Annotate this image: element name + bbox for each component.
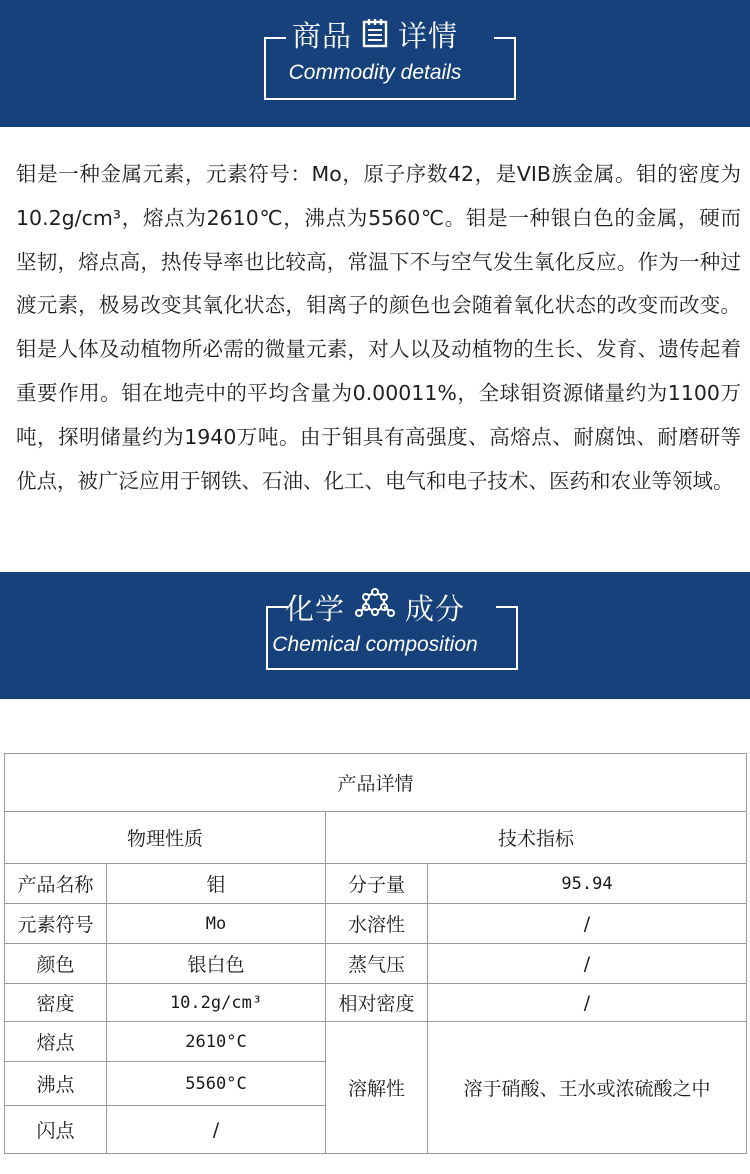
row-label: 熔点 [5,1022,107,1062]
section-subtitle: Chemical composition [272,633,478,656]
row-value: 95.94 [428,864,747,904]
row-value: Mo [107,904,326,944]
row-label: 蒸气压 [326,944,428,984]
row-value: / [428,944,747,984]
molecule-icon [355,588,395,634]
row-label: 相对密度 [326,984,428,1022]
table-row [5,984,747,1022]
row-label: 分子量 [326,864,428,904]
row-value: / [428,984,747,1022]
row-value: 溶于硝酸、王水或浓硫酸之中 [428,1022,747,1154]
table-header-technical: 技术指标 [326,812,747,864]
notepad-icon [362,18,388,58]
row-value: 5560°C [107,1062,326,1106]
row-value: 银白色 [107,944,326,984]
row-label: 溶解性 [326,1022,428,1154]
row-value: / [107,1106,326,1154]
spec-table [4,753,747,1154]
row-label: 元素符号 [5,904,107,944]
section-title: 商品 详情 [0,16,750,58]
commodity-details-banner [0,0,750,127]
table-row [5,864,747,904]
row-label: 颜色 [5,944,107,984]
row-label: 沸点 [5,1062,107,1106]
row-value: 2610°C [107,1022,326,1062]
section-subtitle: Commodity details [288,61,462,84]
table-caption: 产品详情 [5,754,747,812]
row-value: 10.2g/cm³ [107,984,326,1022]
row-label: 水溶性 [326,904,428,944]
row-value: / [428,904,747,944]
table-row [5,904,747,944]
table-row [5,944,747,984]
intro-paragraph: 钼是一种金属元素，元素符号：Mo，原子序数42，是VIB族金属。钼的密度为10.2g/cm³，熔点为2610℃，沸点为5560℃。钼是一种银白色的金属，硬而坚韧，熔点高，热传导率也比较高，常温下不与空气发生氧化反应。作为一种过渡元素，极易改变其氧化状态，钼离子的颜色也会随着氧化状态的改变而改变。钼是人体及动植物所必需的微量元素，对人以及动植物的生长、发育、遗传起着重要作用。钼在地壳中的平均含量为0.00011%，全球钼资源储量约为1100万吨，探明储量约为1940万吨。由于钼具有高强度、高熔点、耐腐蚀、耐磨研等优点，被广泛应用于钢铁、石油、化工、电气和电子技术、医药和农业等领域。 [16,162,741,493]
row-label: 闪点 [5,1106,107,1154]
row-label: 产品名称 [5,864,107,904]
section-title: 化学 成分 [0,588,750,634]
table-header-physical: 物理性质 [5,812,326,864]
table-row [5,1022,747,1062]
row-label: 密度 [5,984,107,1022]
row-value: 钼 [107,864,326,904]
